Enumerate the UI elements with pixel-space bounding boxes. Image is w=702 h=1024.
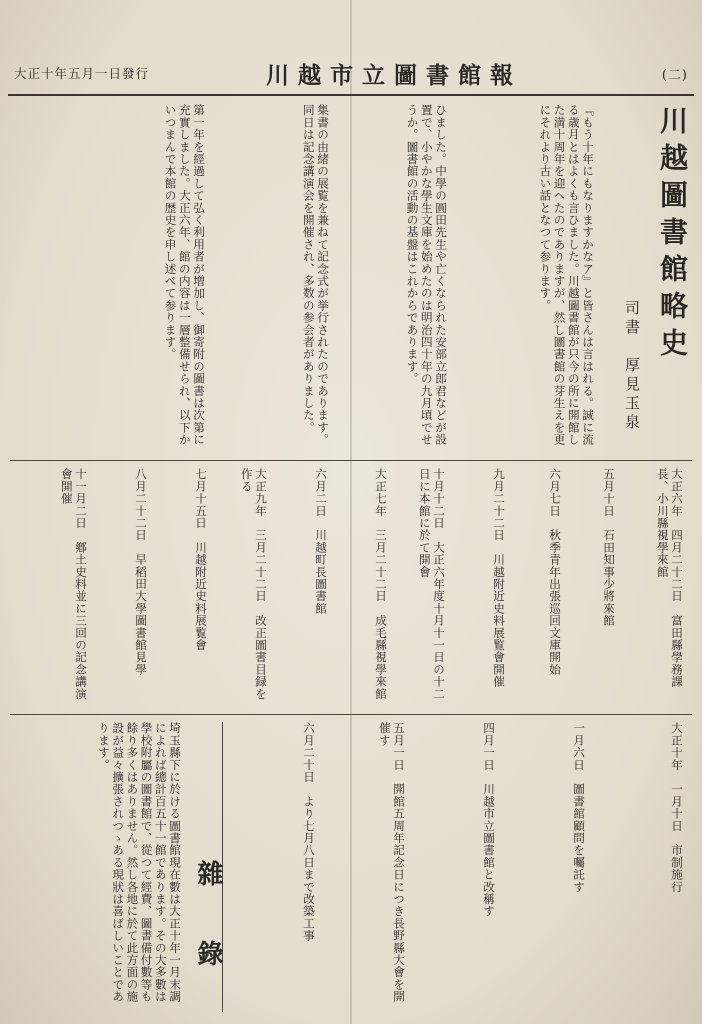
section-divider bbox=[10, 460, 692, 461]
article-title: 川越圖書館略史 bbox=[656, 106, 689, 365]
chronology-entry: 大正十年 一月十日 市制施行 bbox=[670, 722, 684, 893]
chronology-entry: 六月二十日 より七月八日まで改築工事 bbox=[302, 722, 316, 942]
masthead-title: 川越市立圖書館報 bbox=[266, 62, 522, 89]
history-paragraph: ひました。中學の圓田先生や亡くなられた安部立郎君などが設置で、小やかな學生文庫を始めたのは明治四十年の九月頃でせうか。圖書館の活動の基盤はこれからであります。 bbox=[405, 104, 448, 446]
misc-section-text: 埼玉縣下に於ける圖書館現在數は大正十年一月末調によれば總計百五十一館であります。その大多數は學校附屬の圖書館で、從つて經費、圖書備付數等も餘り多くはありません。然し各地に於て此方面の施設が益々擴張されつゝある現狀は喜ばしいことであります。 bbox=[96, 722, 182, 1003]
chronology-entry: 九月二十二日 川越附近史料展覧會開催 bbox=[492, 468, 506, 688]
history-paragraph: 『もう十年にもなりますかなア』と皆さんは言はれる。誠に流る歳月とはよくも言ひました。川越圖書館が只今の所に開館した満十周年を迎へたのでありますが、然し圖書館の芽生えを更にそれより古い話となつて参ります。 bbox=[538, 104, 595, 446]
history-paragraph: 集書の由緒の展覧を兼ねて記念式が挙行されたのであります。同日は記念講演会を開催され、多数の参会者がありました。 bbox=[301, 104, 330, 446]
history-paragraph: 第一年を經過して弘く利用者が増加し、御寄附の圖書は次第に充實しました。大正六年、館の内容は一層整備せられ、以下かいつまんで本館の歴史を申し述べて参ります。 bbox=[163, 104, 206, 446]
chronology-entry: 八月二十二日 早稻田大學圖書館見學 bbox=[134, 468, 148, 676]
article-byline: 司書 厚見玉泉 bbox=[623, 300, 641, 433]
chronology-entry: 七月十五日 川越附近史料展覧會 bbox=[194, 468, 208, 651]
chronology-entry: 一月六日 圖書館顧問を囑託す bbox=[572, 722, 586, 893]
chronology-entry: 十月十二日 大正六年度十月十一日の十二日に本館に於て開會 bbox=[417, 468, 446, 700]
masthead-issue-number: (二) bbox=[661, 68, 688, 83]
misc-section-title: 雜 錄 bbox=[193, 860, 223, 980]
chronology-entry: 五月一日 開館五周年記念日につき長野縣大會を開催す bbox=[377, 722, 406, 1003]
chronology-entry: 大正九年 三月二十二日 改正圖書目録を作る bbox=[239, 468, 268, 700]
masthead bbox=[8, 56, 694, 96]
chronology-entry: 六月七日 秋季青年出張巡回文庫開始 bbox=[548, 468, 562, 676]
chronology-entry: 五月十日 石田知事少將來館 bbox=[602, 468, 616, 627]
chronology-entry: 十一月二日 鄕土史料並に三回の記念講演會開催 bbox=[59, 468, 88, 700]
chronology-entry: 六月二日 川越町長圖書館 bbox=[314, 468, 328, 615]
chronology-entry: 四月一日 川越市立圖書館と改稱す bbox=[482, 722, 496, 918]
masthead-date: 大正十年五月一日發行 bbox=[14, 66, 150, 81]
chronology-entry: 大正六年 四月二十二日 富田縣學務課長、小川縣視學來館 bbox=[655, 468, 684, 688]
chronology-entry: 大正七年 三月二十二日 成毛縣視學來館 bbox=[374, 468, 388, 700]
section-divider bbox=[10, 714, 692, 715]
